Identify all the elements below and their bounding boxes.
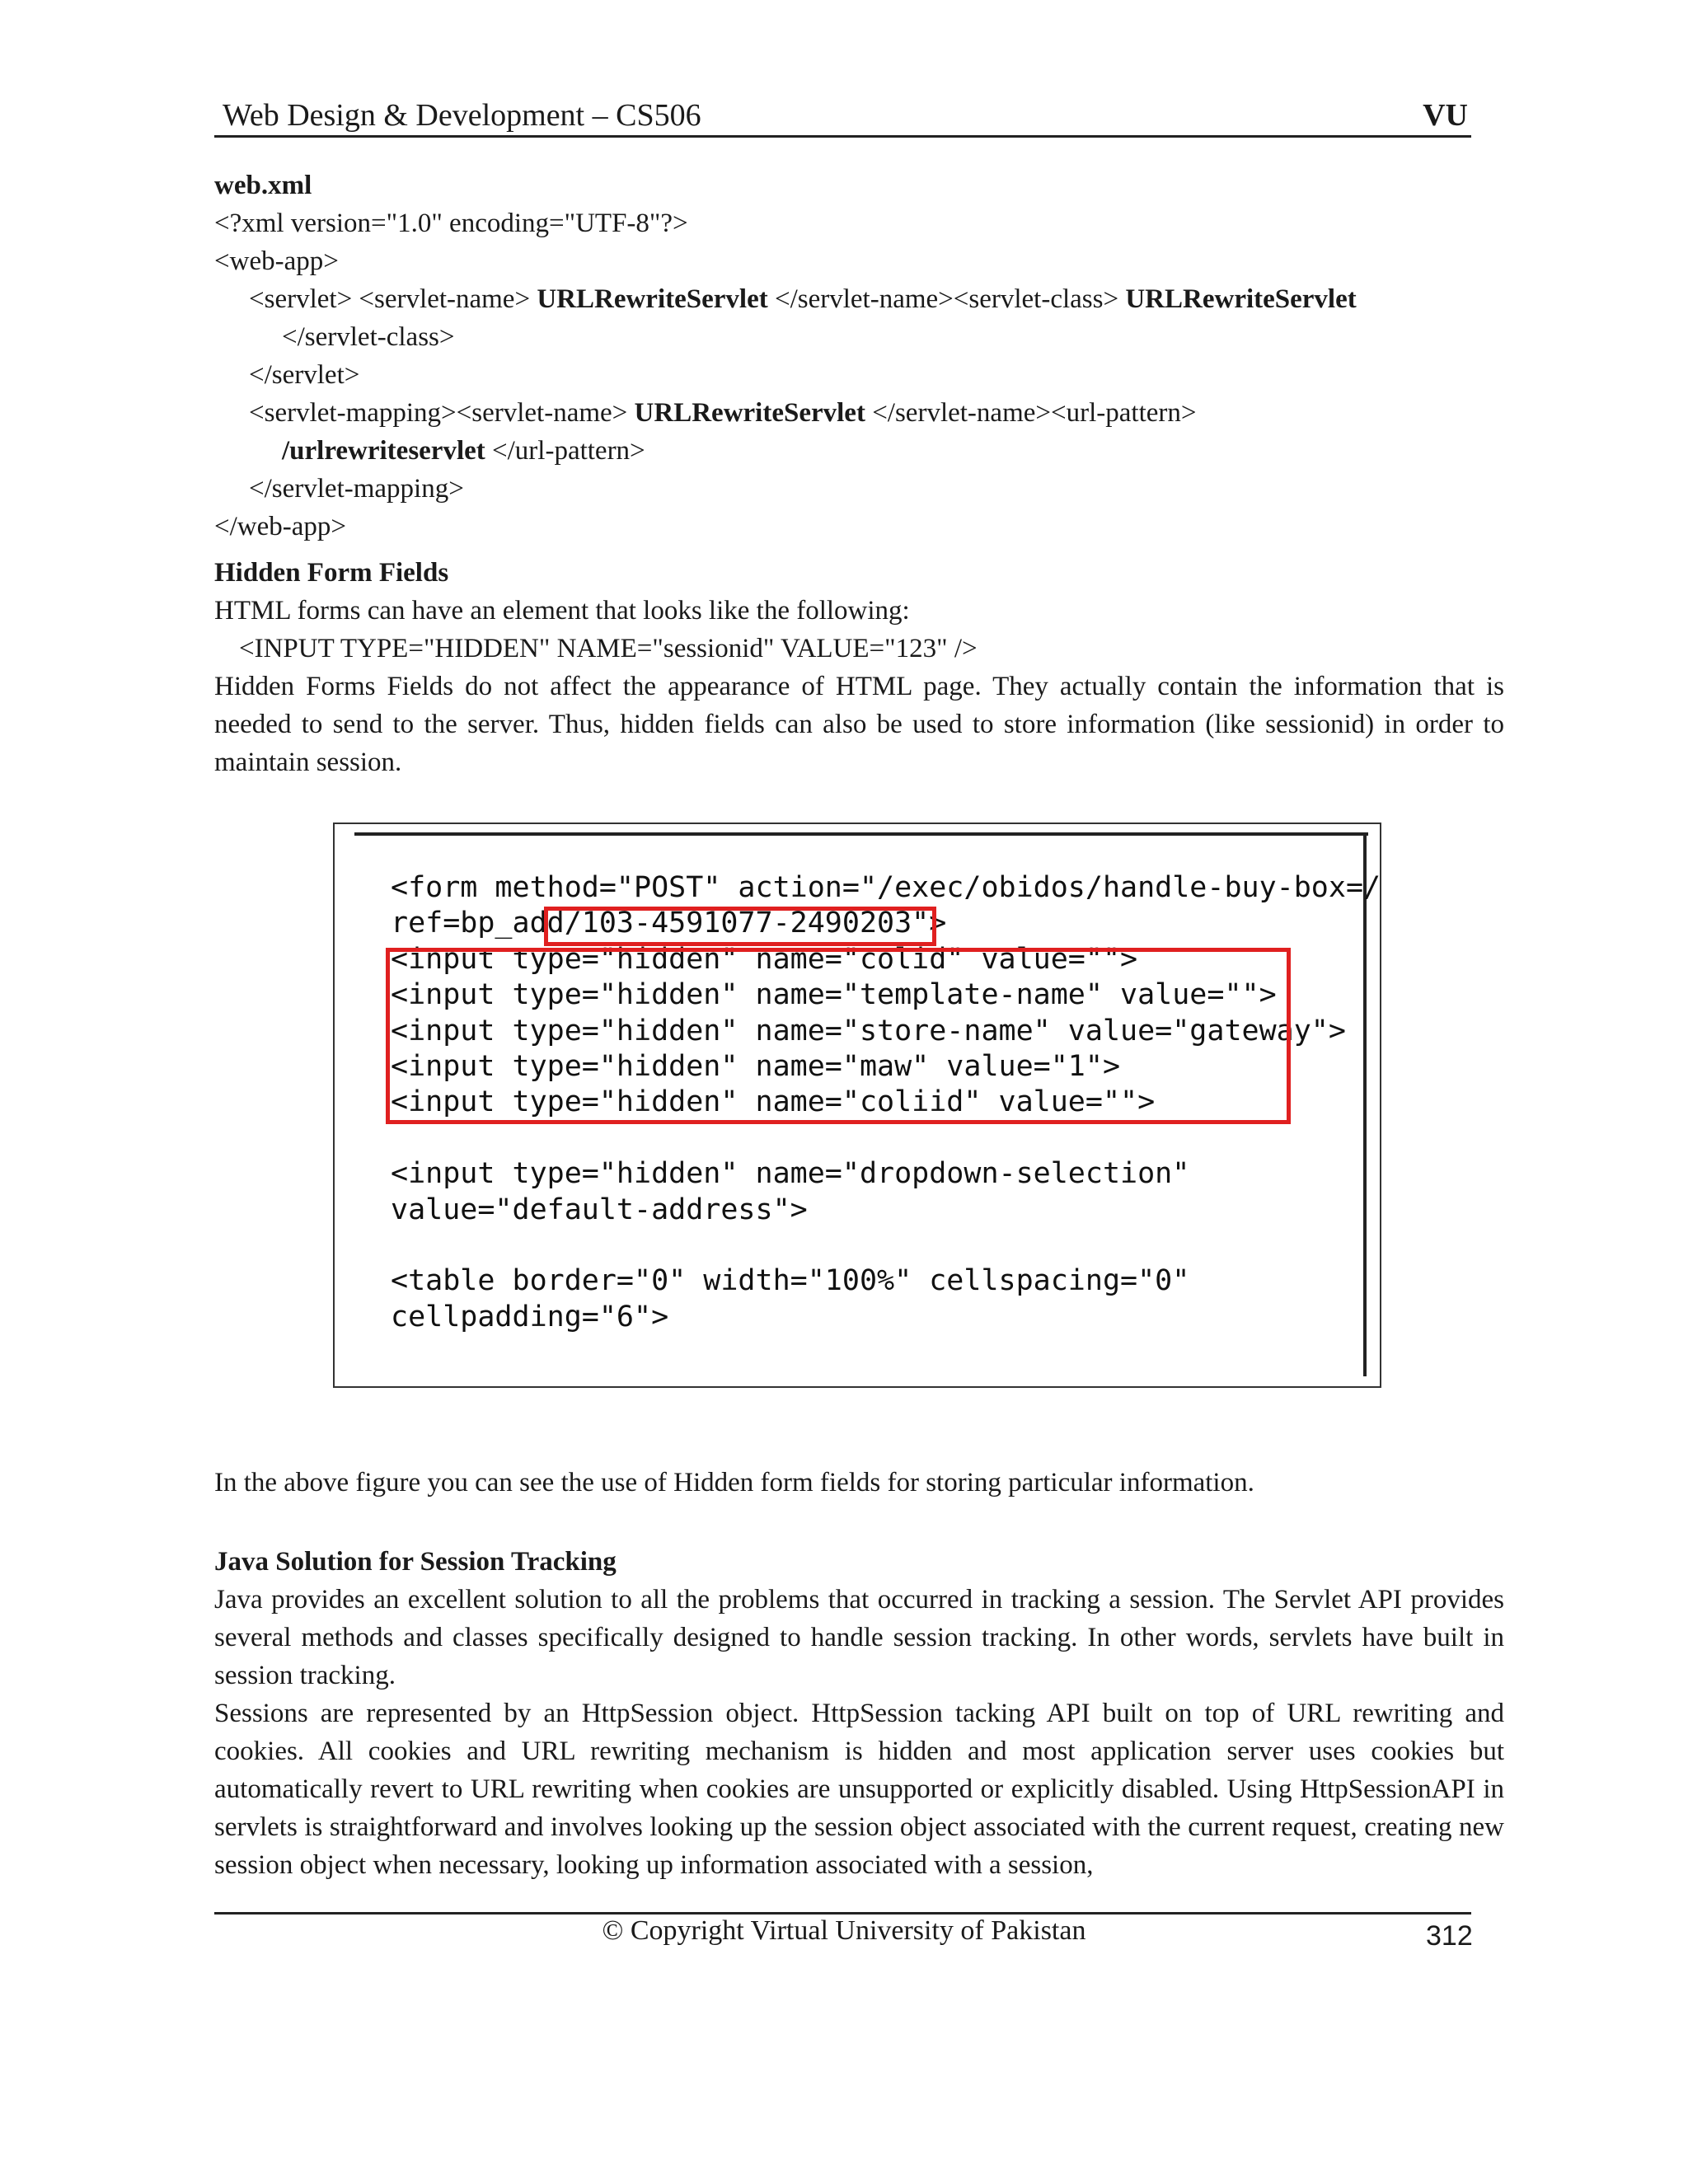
code-line: </servlet> [249, 360, 360, 390]
section-heading: Java Solution for Session Tracking [214, 1547, 617, 1577]
figure-code-line: <input type="hidden" name="dropdown-selection" [391, 1157, 1190, 1191]
page-header [214, 97, 1471, 138]
code-segment: <servlet-mapping><servlet-name> [249, 398, 635, 428]
mapping-name-bold: URLRewriteServlet [634, 398, 865, 428]
code-segment: </url-pattern> [485, 436, 645, 466]
figure-code-line: cellpadding="6"> [391, 1300, 669, 1333]
webxml-title: web.xml [214, 171, 312, 200]
session-id-highlight [544, 907, 936, 946]
figure-code-line [391, 1121, 1381, 1156]
code-segment: </servlet-name><url-pattern> [865, 398, 1197, 428]
institution-label: VU [1423, 98, 1468, 133]
java-solution-section [214, 1543, 1504, 1884]
code-figure [333, 823, 1381, 1388]
code-line [214, 280, 1504, 318]
code-segment: <servlet> <servlet-name> [249, 284, 537, 314]
url-pattern-bold: /urlrewriteservlet [282, 436, 485, 466]
figure-code-line: <input type="hidden" name="template-name" value=""> [391, 978, 1277, 1012]
servlet-name-bold: URLRewriteServlet [537, 284, 768, 314]
figure-code-line: <input type="hidden" name="store-name" value="gateway"> [391, 1014, 1346, 1047]
figure-caption: In the above figure you can see the use of Hidden form fields for storing particular information. [214, 1468, 1254, 1497]
figure-code-line: <input type="hidden" name="maw" value="1"> [391, 1050, 1121, 1084]
hidden-fields-section [214, 554, 1504, 781]
figure-code-line: ref=bp_add/103-4591077-2490203"> [391, 907, 947, 940]
hidden-inputs-highlight [386, 948, 1291, 1124]
figure-code-line: <form method="POST" action="/exec/obidos/handle-buy-box=/ [391, 871, 1381, 904]
figure-top-border [354, 832, 1368, 836]
code-line: </web-app> [214, 512, 347, 541]
code-segment: </servlet-name><servlet-class> [767, 284, 1126, 314]
intro-text: HTML forms can have an element that looks like the following: [214, 596, 910, 626]
code-line: <?xml version="1.0" encoding="UTF-8"?> [214, 209, 688, 238]
figure-code-line: <table border="0" width="100%" cellspacing="0" [391, 1264, 1190, 1298]
figure-code-line [391, 1228, 1381, 1263]
course-title: Web Design & Development – CS506 [223, 98, 701, 133]
copyright-text: © Copyright Virtual University of Pakistan [602, 1915, 1086, 1946]
footer-divider [214, 1912, 1471, 1915]
figure-code-line: <input type="hidden" name="colid" value=""> [391, 942, 1138, 976]
code-line [214, 432, 1504, 470]
page-number: 312 [1426, 1920, 1473, 1952]
code-line [214, 394, 1504, 432]
paragraph: Sessions are represented by an HttpSession object. HttpSession tacking API built on top of URL rewriting and cookies. All cookies and URL rewriting mechanism is hidden and most application server uses cookies but automatically revert to URL rewriting when cookies are unsupported or explicitly disabled. Using HttpSessionAPI in servlets is straightforward and involves looking up the session object associated with the current request, creating new session object when necessary, looking up information associated with a session, [214, 1699, 1504, 1880]
webxml-section [214, 166, 1504, 546]
paragraph: Java provides an excellent solution to all the problems that occurred in tracking a session. The Servlet API provides several methods and classes specifically designed to handle session tracking. In other words, servlets have built in session tracking. [214, 1585, 1504, 1690]
code-line: <web-app> [214, 246, 339, 276]
servlet-class-bold: URLRewriteServlet [1125, 284, 1357, 314]
section-heading: Hidden Form Fields [214, 558, 449, 588]
figure-code-line: value="default-address"> [391, 1193, 808, 1226]
example-code: <INPUT TYPE="HIDDEN" NAME="sessionid" VALUE="123" /> [239, 634, 978, 663]
code-line: </servlet-mapping> [249, 474, 464, 504]
code-line: </servlet-class> [282, 322, 455, 352]
paragraph: Hidden Forms Fields do not affect the appearance of HTML page. They actually contain the information that is needed to send to the server. Thus, hidden fields can also be used to store information (like sessionid) in order to maintain session. [214, 672, 1504, 777]
figure-code-line: <input type="hidden" name="coliid" value=""> [391, 1085, 1156, 1119]
